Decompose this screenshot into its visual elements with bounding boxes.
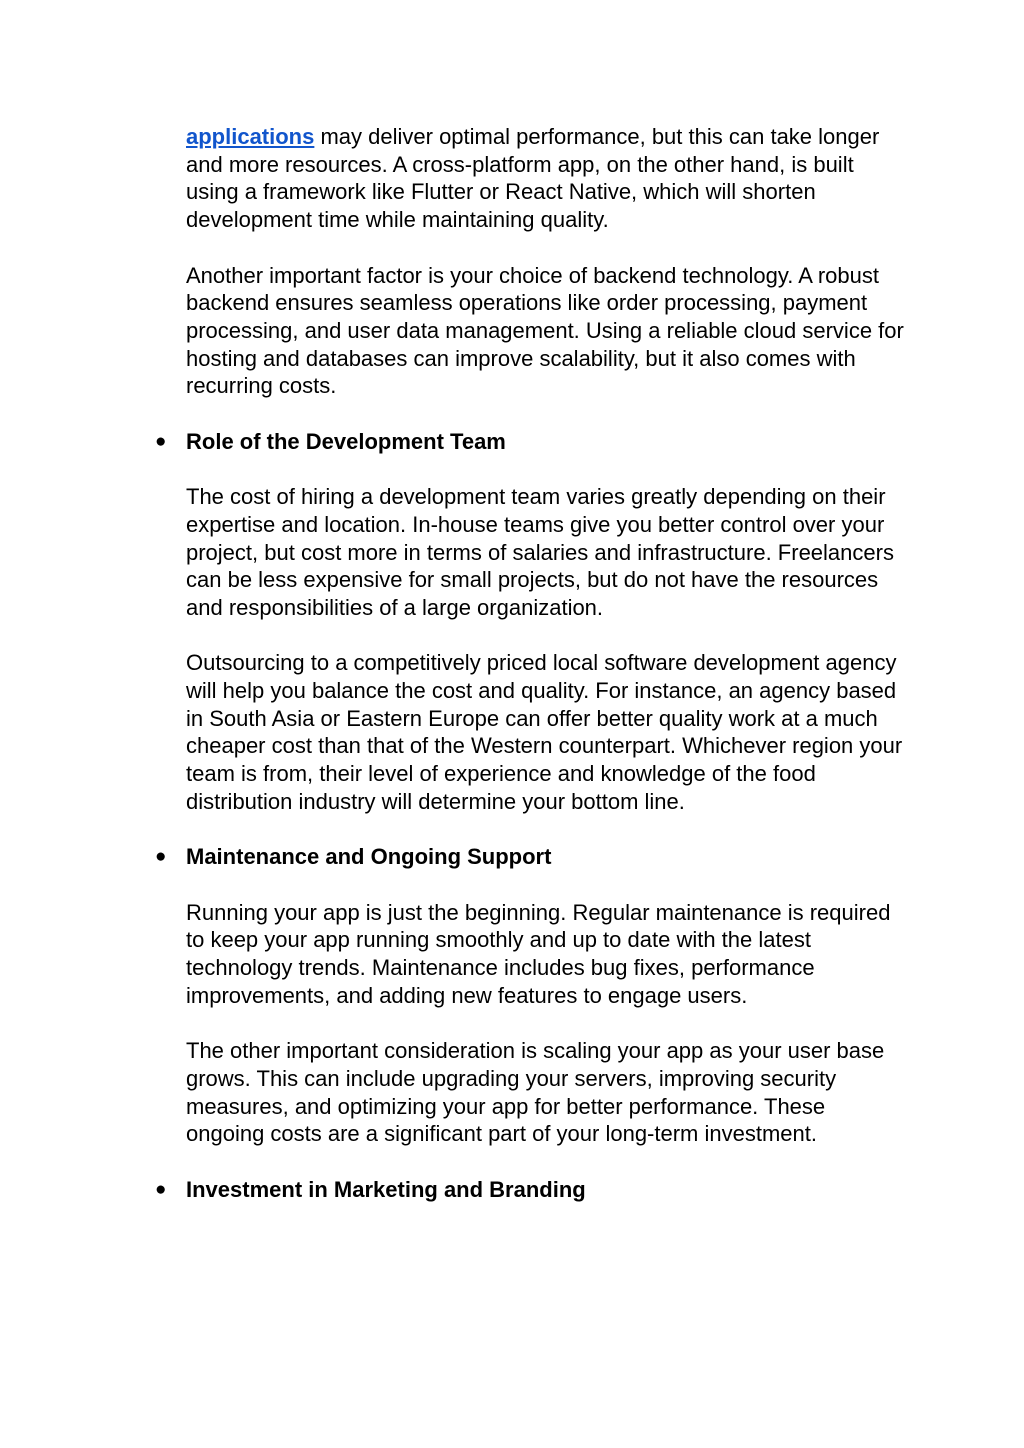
heading-text: Role of the Development Team: [186, 428, 506, 454]
bullet-heading-maintenance: [155, 843, 906, 871]
bullet-icon: ●: [155, 1178, 167, 1200]
paragraph-team-cost: The cost of hiring a development team varies greatly depending on their expertise and location. In-house teams give you better control over your project, but cost more in terms of salaries and infrastructure. Freelancers can be less expensive for small projects, but do not have the resources and responsibilities of a large organization.: [186, 484, 894, 620]
paragraph-scaling: The other important consideration is scaling your app as your user base grows. This can include upgrading your servers, improving security measures, and optimizing your app for better performance. These ongoing costs are a significant part of your long-term investment.: [186, 1038, 885, 1147]
paragraph-text: may deliver optimal performance, but this can take longer and more resources. A cross-platform app, on the other hand, is built using a framework like Flutter or React Native, which will shorten development time while maintaining quality.: [186, 124, 880, 233]
bullet-heading-development-team: [155, 428, 906, 456]
paragraph-backend-technology: Another important factor is your choice of backend technology. A robust backend ensures seamless operations like order processing, payment processing, and user data management. Using a reliable cloud service for hosting and databases can improve scalability, but it also comes with recurring costs.: [186, 262, 904, 399]
heading-text: Maintenance and Ongoing Support: [186, 844, 552, 870]
bullet-heading-marketing: [155, 1176, 906, 1204]
paragraph-native-vs-cross-platform: [186, 123, 906, 234]
document-body: [155, 123, 906, 1231]
bullet-icon: ●: [155, 430, 167, 452]
applications-link[interactable]: applications: [186, 124, 315, 149]
bullet-icon: ●: [155, 846, 167, 868]
heading-text: Investment in Marketing and Branding: [186, 1176, 586, 1202]
paragraph-maintenance: Running your app is just the beginning. Regular maintenance is required to keep your app running smoothly and up to date with the latest technology trends. Maintenance includes bug fixes, performance improvements, and adding new features to engage users.: [186, 899, 891, 1008]
paragraph-outsourcing: Outsourcing to a competitively priced local software development agency will help you balance the cost and quality. For instance, an agency based in South Asia or Eastern Europe can offer better quality work at a much cheaper cost than that of the Western counterpart. Whichever region your team is from, their level of experience and knowledge of the food distribution industry will determine your bottom line.: [186, 650, 903, 814]
